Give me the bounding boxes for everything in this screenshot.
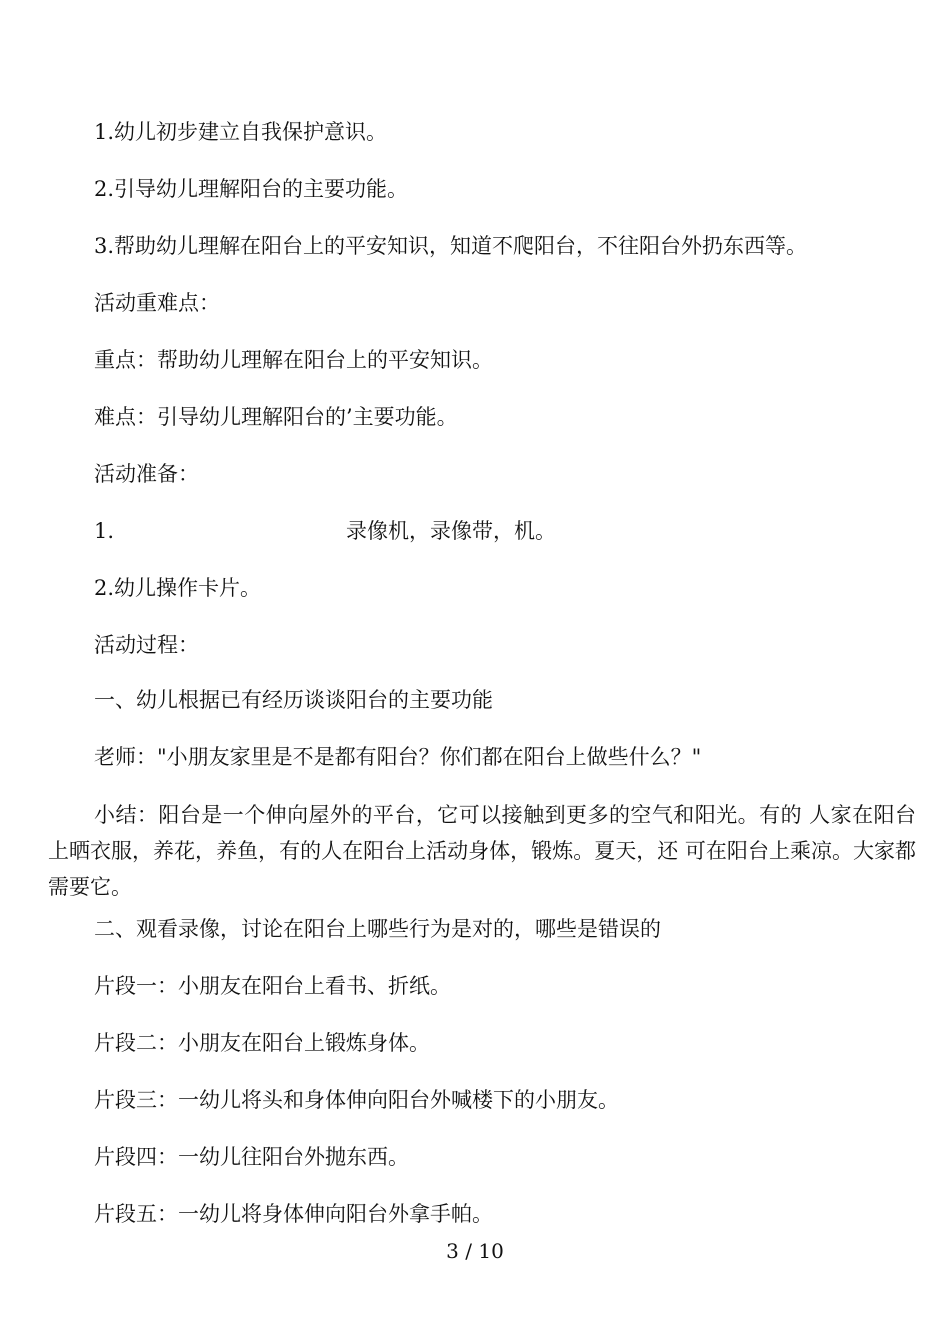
section-2-title: 二、观看录像，讨论在阳台上哪些行为是对的，哪些是错误的 <box>94 917 661 941</box>
objective-1: 1.幼儿初步建立自我保护意识。 <box>94 120 388 144</box>
preparation-item-1-number: 1. <box>94 519 115 543</box>
segment-5: 片段五：一幼儿将身体伸向阳台外拿手帕。 <box>94 1202 493 1226</box>
difficulty-point: 难点：引导幼儿理解阳台的’主要功能。 <box>94 405 458 429</box>
segment-4: 片段四：一幼儿往阳台外抛东西。 <box>94 1145 409 1169</box>
teacher-question: 老师："小朋友家里是不是都有阳台？你们都在阳台上做些什么？" <box>94 745 702 769</box>
summary-paragraph: 小结：阳台是一个伸向屋外的平台，它可以接触到更多的空气和阳光。有的 人家在阳台上晒衣服，养花，养鱼，有的人在阳台上活动身体，锻炼。夏天，还 可在阳台上乘凉。大家都需要它。 <box>48 803 916 899</box>
preparation-item-1 <box>94 516 556 546</box>
objective-3: 3.帮助幼儿理解在阳台上的平安知识，知道不爬阳台，不往阳台外扔东西等。 <box>94 234 808 258</box>
process-heading: 活动过程： <box>94 633 199 657</box>
preparation-item-1-text: 录像机，录像带，机。 <box>346 519 556 543</box>
segment-1: 片段一：小朋友在阳台上看书、折纸。 <box>94 974 451 998</box>
preparation-heading: 活动准备： <box>94 462 199 486</box>
page-indicator: 3 / 10 <box>446 1239 504 1263</box>
key-points-heading: 活动重难点： <box>94 291 220 315</box>
segment-2: 片段二：小朋友在阳台上锻炼身体。 <box>94 1031 430 1055</box>
segment-3: 片段三：一幼儿将头和身体伸向阳台外喊楼下的小朋友。 <box>94 1088 619 1112</box>
preparation-item-2: 2.幼儿操作卡片。 <box>94 576 262 600</box>
section-1-title: 一、幼儿根据已有经历谈谈阳台的主要功能 <box>94 688 493 712</box>
objective-2: 2.引导幼儿理解阳台的主要功能。 <box>94 177 409 201</box>
focus-point: 重点：帮助幼儿理解在阳台上的平安知识。 <box>94 348 493 372</box>
